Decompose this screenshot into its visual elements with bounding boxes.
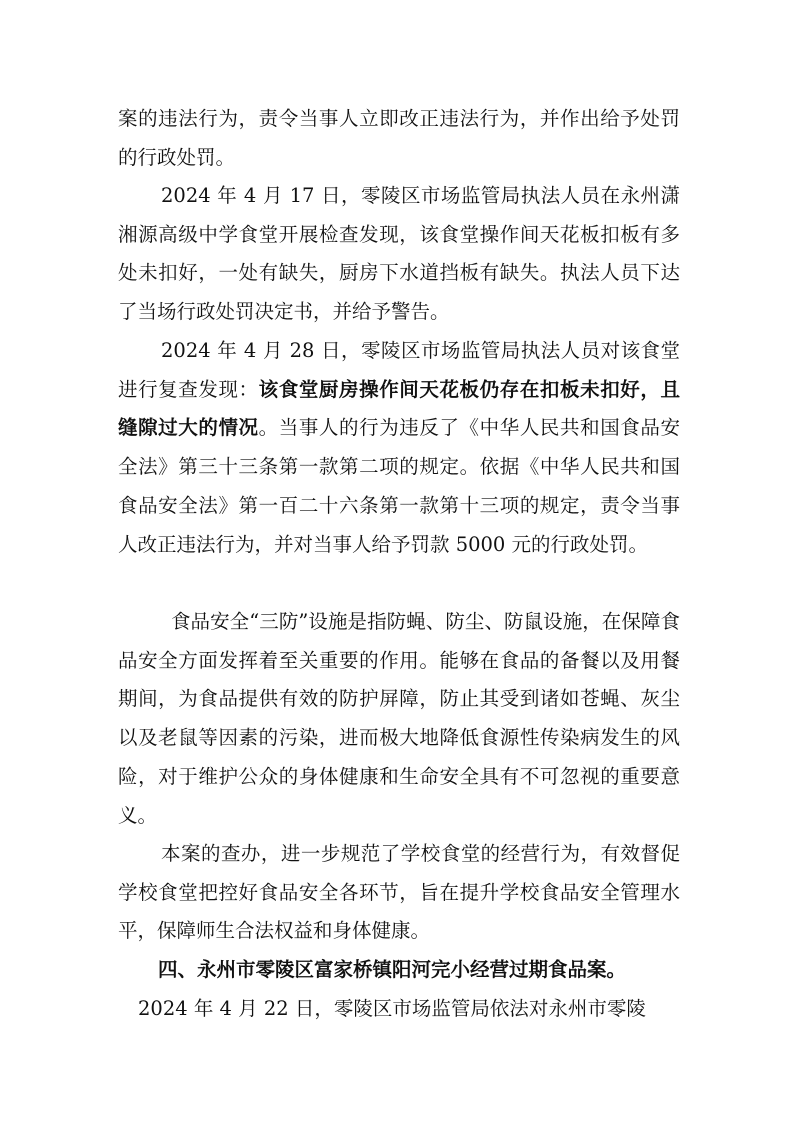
paragraph-3-text-after: 。当事人的行为违反了《中华人民共和国食品安全法》第三十三条第一款第二项的规定。依据《中华人民共和国食品安全法》第一百二十六条第一款第十三项的规定，责令当事人改正违法行为，并对当事人给予罚款 5000 元的行政处罚。 [118, 416, 680, 556]
section-heading-4: 四、永州市零陵区富家桥镇阳河完小经营过期食品案。 [158, 958, 627, 981]
paragraph-6: 2024 年 4 月 22 日，零陵区市场监管局依法对永州市零陵 [138, 997, 646, 1020]
paragraph-1: 案的违法行为，责令当事人立即改正违法行为，并作出给予处罚的行政处罚。 [118, 107, 680, 169]
paragraph-2: 2024 年 4 月 17 日，零陵区市场监管局执法人员在永州潇湘源高级中学食堂开展检查发现，该食堂操作间天花板扣板有多处未扣好，一处有缺失，厨房下水道挡板有缺失。执法人员下达了当场行政处罚决定书，并给予警告。 [118, 184, 680, 324]
paragraph-3 [118, 332, 680, 564]
paragraph-5: 本案的查办，进一步规范了学校食堂的经营行为，有效督促学校食堂把控好食品安全各环节，旨在提升学校食品安全管理水平，保障师生合法权益和身体健康。 [118, 842, 680, 943]
paragraph-3-text-before: 2024 年 4 月 28 日，零陵区市场监管局执法人员对该食堂进行复查发现： [118, 339, 680, 401]
paragraph-3-bold-text: 该食堂厨房操作间天花板仍存在扣板未扣好，且缝隙过大的情况 [118, 377, 680, 440]
paragraph-4: 食品安全“三防”设施是指防蝇、防尘、防鼠设施，在保障食品安全方面发挥着至关重要的作用。能够在食品的备餐以及用餐期间，为食品提供有效的防护屏障，防止其受到诸如苍蝇、灰尘以及老鼠等因素的污染，进而极大地降低食源性传染病发生的风险，对于维护公众的身体健康和生命安全具有不可忽视的重要意义。 [118, 610, 680, 827]
